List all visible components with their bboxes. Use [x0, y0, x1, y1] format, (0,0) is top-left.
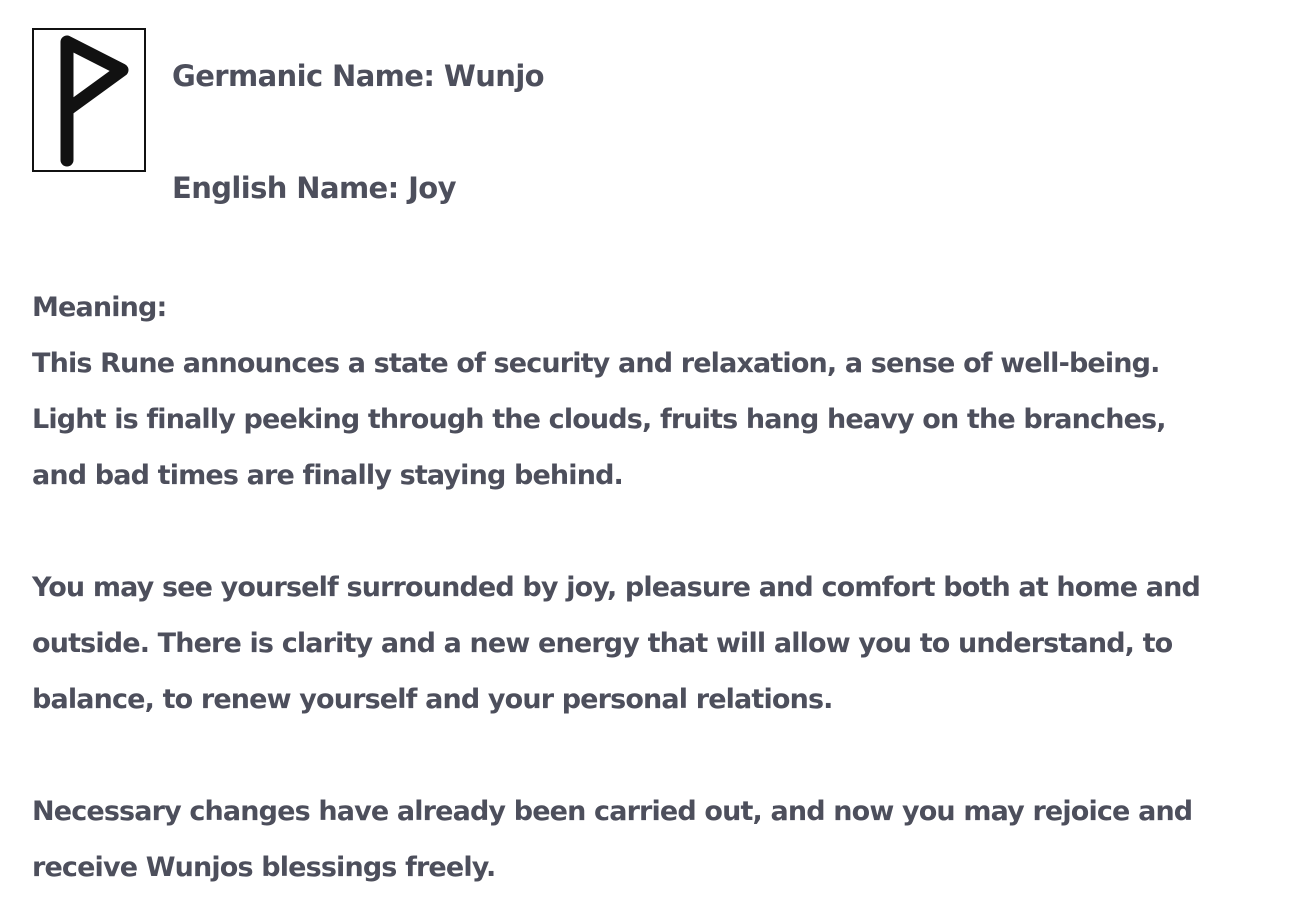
wunjo-rune-icon: [34, 30, 144, 170]
paragraph-spacer: [32, 728, 1302, 784]
paragraph-line: receive Wunjos blessings freely.: [32, 852, 496, 883]
meaning-section: [32, 280, 1302, 896]
paragraph-line: Light is finally peeking through the clouds, fruits hang heavy on the branches,: [32, 404, 1166, 435]
rune-image: [32, 28, 146, 172]
paragraph-line: You may see yourself surrounded by joy, pleasure and comfort both at home and: [32, 572, 1200, 603]
paragraph-line: Necessary changes have already been carried out, and now you may rejoice and: [32, 796, 1193, 827]
meaning-heading: Meaning:: [32, 292, 167, 323]
paragraph-line: This Rune announces a state of security and relaxation, a sense of well-being.: [32, 348, 1160, 379]
germanic-name: Germanic Name: Wunjo: [172, 59, 544, 93]
paragraph-spacer: [32, 504, 1302, 560]
paragraph-line: and bad times are finally staying behind.: [32, 460, 623, 491]
paragraph-line: outside. There is clarity and a new energy that will allow you to understand, to: [32, 628, 1173, 659]
english-name: English Name: Joy: [172, 171, 456, 205]
paragraph-line: balance, to renew yourself and your personal relations.: [32, 684, 833, 715]
